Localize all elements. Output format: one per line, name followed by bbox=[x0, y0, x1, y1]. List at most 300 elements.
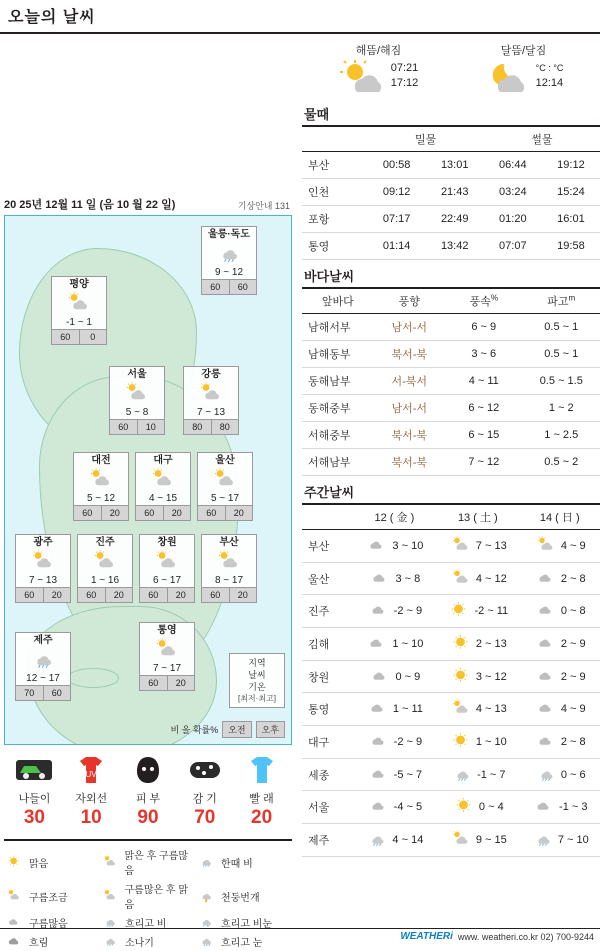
symbol-legend-item bbox=[4, 879, 100, 913]
table-row bbox=[302, 233, 600, 260]
weekly-day-2 bbox=[436, 660, 519, 693]
weekly-temp: 2 ~ 8 bbox=[561, 736, 586, 748]
tide-ebb-2: 19:58 bbox=[542, 233, 600, 260]
map-city-pm: 20 bbox=[167, 676, 195, 690]
sea-speed: 4 ~ 11 bbox=[445, 368, 522, 395]
map-city-temp: 7 ~ 17 bbox=[140, 663, 194, 675]
life-value: 10 bbox=[64, 807, 118, 829]
weekly-day-3 bbox=[520, 530, 600, 563]
cloudy-icon bbox=[534, 569, 558, 589]
weekly-day-3 bbox=[520, 726, 600, 759]
cloudy-icon bbox=[367, 797, 391, 817]
tide-ebb-1: 03:24 bbox=[484, 179, 542, 206]
weekly-temp: 3 ~ 12 bbox=[476, 671, 507, 683]
weekly-day-1 bbox=[353, 595, 436, 628]
cloudy-icon bbox=[367, 765, 391, 785]
sea-direction: 서-북서 bbox=[374, 368, 446, 395]
tide-table bbox=[302, 127, 600, 260]
table-row bbox=[302, 449, 600, 476]
table-row bbox=[302, 530, 600, 563]
weekly-temp: 7 ~ 10 bbox=[558, 834, 589, 846]
map-city-temp: 7 ~ 13 bbox=[184, 407, 238, 419]
tide-flood-1: 07:17 bbox=[368, 206, 426, 233]
sunny-icon bbox=[449, 667, 473, 687]
map-city-temp: 12 ~ 17 bbox=[16, 673, 70, 685]
weekly-temp: 9 ~ 15 bbox=[476, 834, 507, 846]
tide-city: 인천 bbox=[302, 179, 368, 206]
sea-col-wave: 파고$^m$ bbox=[523, 289, 600, 314]
page-title: 오늘의 날씨 bbox=[0, 0, 600, 32]
rain-prob-am: 오전 bbox=[222, 721, 251, 738]
weekly-table bbox=[302, 505, 600, 857]
tide-ebb-2: 15:24 bbox=[542, 179, 600, 206]
cloudy-icon bbox=[534, 699, 558, 719]
map-city-temp: 7 ~ 13 bbox=[16, 575, 70, 587]
laundry-shirt-icon bbox=[242, 753, 282, 787]
weekly-city: 진주 bbox=[302, 595, 353, 628]
table-row bbox=[302, 179, 600, 206]
weather-map[interactable] bbox=[4, 215, 292, 745]
weekly-day-1 bbox=[353, 628, 436, 661]
sea-direction: 남서-서 bbox=[374, 314, 446, 341]
map-city-card[interactable] bbox=[73, 452, 129, 521]
weekly-city: 대구 bbox=[302, 726, 353, 759]
weekly-temp: 4 ~ 13 bbox=[476, 703, 507, 715]
cloudy-icon bbox=[365, 634, 389, 654]
map-city-temp: 4 ~ 15 bbox=[136, 493, 190, 505]
symbol-legend-item bbox=[196, 879, 292, 913]
sunny-icon bbox=[452, 797, 476, 817]
life-item[interactable] bbox=[178, 753, 232, 829]
life-item[interactable] bbox=[64, 753, 118, 829]
sea-direction: 북서-북 bbox=[374, 422, 446, 449]
map-city-name: 부산 bbox=[202, 537, 256, 549]
weekly-temp: 0 ~ 9 bbox=[395, 671, 420, 683]
life-label: 피 부 bbox=[121, 790, 175, 806]
page-footer bbox=[0, 928, 600, 944]
rain-icon bbox=[202, 241, 256, 267]
weekly-city: 통영 bbox=[302, 693, 353, 726]
map-city-temp: 5 ~ 8 bbox=[110, 407, 164, 419]
weekly-city: 김해 bbox=[302, 628, 353, 661]
map-city-card[interactable] bbox=[139, 534, 195, 603]
weekly-temp: -2 ~ 9 bbox=[394, 736, 422, 748]
life-item[interactable] bbox=[235, 753, 289, 829]
table-row bbox=[302, 395, 600, 422]
rain-icon bbox=[534, 765, 558, 785]
map-city-am: 60 bbox=[16, 588, 43, 602]
map-city-name: 통영 bbox=[140, 625, 194, 637]
footer-text: www. weatheri.co.kr 02) 700-9244 bbox=[458, 932, 594, 942]
moon-time: 12:14 bbox=[536, 76, 564, 91]
symbol-label: 흐림 bbox=[29, 934, 48, 949]
map-city-pm: 20 bbox=[105, 588, 133, 602]
weekly-temp: 0 ~ 8 bbox=[561, 605, 586, 617]
table-row bbox=[302, 314, 600, 341]
weekly-day-3 bbox=[520, 791, 600, 824]
tide-col-flood: 밀물 bbox=[368, 127, 484, 152]
sea-wave: 0.5 ~ 2 bbox=[523, 449, 600, 476]
tide-ebb-1: 07:07 bbox=[484, 233, 542, 260]
tide-flood-2: 21:43 bbox=[426, 179, 484, 206]
table-row bbox=[302, 693, 600, 726]
partly-icon bbox=[78, 549, 132, 575]
table-row bbox=[302, 595, 600, 628]
sea-area: 서해남부 bbox=[302, 449, 374, 476]
map-city-pm: 80 bbox=[211, 420, 239, 434]
cloudy-icon bbox=[367, 732, 391, 752]
weekly-day-2 bbox=[436, 758, 519, 791]
sea-direction: 북서-북 bbox=[374, 449, 446, 476]
sea-table bbox=[302, 289, 600, 476]
table-row bbox=[302, 341, 600, 368]
map-city-am: 60 bbox=[140, 676, 167, 690]
sunny-icon bbox=[447, 601, 471, 621]
weekly-day-3 bbox=[520, 595, 600, 628]
tide-title: 물때 bbox=[304, 104, 600, 123]
map-city-card[interactable] bbox=[15, 534, 71, 603]
brand-logo: WEATHERi bbox=[400, 931, 453, 942]
table-row bbox=[302, 562, 600, 595]
partly-icon bbox=[534, 536, 558, 556]
partly-icon bbox=[52, 291, 106, 317]
weekly-temp: 1 ~ 11 bbox=[393, 703, 423, 715]
weekly-day-3 bbox=[520, 693, 600, 726]
moonrise-label: 달뜸/달짐 bbox=[501, 42, 547, 58]
weekly-col-city bbox=[302, 505, 353, 530]
tide-flood-2: 13:42 bbox=[426, 233, 484, 260]
rain-icon bbox=[531, 830, 555, 850]
partly-icon bbox=[202, 549, 256, 575]
sunrise-label: 해뜸/해짐 bbox=[356, 42, 402, 58]
weekly-temp: 1 ~ 10 bbox=[476, 736, 507, 748]
tide-flood-2: 22:49 bbox=[426, 206, 484, 233]
legend-temp: 기온 bbox=[230, 681, 284, 693]
life-value: 30 bbox=[7, 807, 61, 829]
map-city-name: 평양 bbox=[52, 279, 106, 291]
weekly-day-1 bbox=[353, 791, 436, 824]
moon-unit: °C : °C bbox=[536, 61, 564, 76]
map-city-name: 제주 bbox=[16, 635, 70, 647]
weekly-city: 울산 bbox=[302, 562, 353, 595]
weekly-day-3 bbox=[520, 824, 600, 857]
left-column bbox=[0, 34, 296, 951]
tide-ebb-2: 19:12 bbox=[542, 152, 600, 179]
map-city-pm: 60 bbox=[229, 280, 257, 294]
partly-icon bbox=[136, 467, 190, 493]
weekly-day-2 bbox=[436, 562, 519, 595]
cloudy-icon bbox=[368, 667, 392, 687]
sea-area: 동해남부 bbox=[302, 368, 374, 395]
sunny-icon bbox=[4, 855, 24, 869]
symbol-label: 맑은 후 구름많음 bbox=[125, 847, 196, 877]
weekly-day-1 bbox=[353, 562, 436, 595]
weekly-day-1 bbox=[353, 660, 436, 693]
car-icon bbox=[14, 753, 54, 787]
tide-city: 부산 bbox=[302, 152, 368, 179]
map-city-pm: 10 bbox=[137, 420, 165, 434]
life-label: 나들이 bbox=[7, 790, 61, 806]
cloudy-icon bbox=[534, 601, 558, 621]
weekly-temp: 3 ~ 10 bbox=[392, 540, 423, 552]
weekly-temp: -2 ~ 11 bbox=[474, 605, 508, 617]
weekly-temp: 4 ~ 9 bbox=[561, 703, 586, 715]
partly-icon bbox=[140, 549, 194, 575]
symbol-legend-item bbox=[196, 845, 292, 879]
legend-region: 지역 bbox=[230, 657, 284, 669]
table-row bbox=[302, 628, 600, 661]
weekly-temp: 0 ~ 6 bbox=[561, 769, 586, 781]
sea-title: 바다날씨 bbox=[304, 266, 600, 285]
partly-icon bbox=[16, 549, 70, 575]
weekly-day-3 bbox=[520, 758, 600, 791]
weekly-day-1 bbox=[353, 824, 436, 857]
weekly-temp: 4 ~ 14 bbox=[392, 834, 423, 846]
map-footer-legend bbox=[170, 721, 285, 738]
symbol-legend-item bbox=[100, 879, 196, 913]
weekly-temp: -1 ~ 7 bbox=[477, 769, 505, 781]
weekly-temp: 2 ~ 13 bbox=[476, 638, 507, 650]
life-value: 90 bbox=[121, 807, 175, 829]
map-city-name: 강릉 bbox=[184, 369, 238, 381]
map-city-am: 60 bbox=[74, 506, 101, 520]
right-column bbox=[296, 34, 600, 951]
partly-icon bbox=[4, 889, 24, 903]
map-city-am: 60 bbox=[78, 588, 105, 602]
thunder-icon bbox=[196, 889, 216, 903]
map-city-name: 대전 bbox=[74, 455, 128, 467]
map-city-temp: -1 ~ 1 bbox=[52, 317, 106, 329]
symbol-label: 흐리고 비눈 bbox=[221, 915, 272, 930]
sunset-time: 17:12 bbox=[391, 76, 419, 91]
map-city-card[interactable] bbox=[139, 622, 195, 691]
weekly-temp: 2 ~ 9 bbox=[561, 638, 586, 650]
map-city-name: 서울 bbox=[110, 369, 164, 381]
map-city-am: 80 bbox=[184, 420, 211, 434]
map-city-am: 70 bbox=[16, 686, 43, 700]
table-row bbox=[302, 791, 600, 824]
map-city-name: 광주 bbox=[16, 537, 70, 549]
map-city-card[interactable] bbox=[183, 366, 239, 435]
life-item[interactable] bbox=[121, 753, 175, 829]
weekly-day-2 bbox=[436, 530, 519, 563]
map-city-am: 60 bbox=[202, 280, 229, 294]
symbol-legend-item bbox=[100, 845, 196, 879]
weekly-day-2 bbox=[436, 824, 519, 857]
map-legend bbox=[229, 653, 285, 708]
weekly-temp: 4 ~ 12 bbox=[476, 573, 507, 585]
weekly-day-1 bbox=[353, 530, 436, 563]
map-city-card[interactable] bbox=[201, 534, 257, 603]
life-label: 빨 래 bbox=[235, 790, 289, 806]
map-city-pm: 20 bbox=[229, 588, 257, 602]
legend-minmax: [최저·최고] bbox=[230, 693, 284, 705]
map-date: 20 25년 12월 11 일 (음 10 월 22 일) bbox=[4, 196, 175, 212]
weekly-temp: 1 ~ 10 bbox=[392, 638, 423, 650]
sea-wave: 0.5 ~ 1 bbox=[523, 314, 600, 341]
map-city-am: 60 bbox=[52, 330, 79, 344]
weekly-temp: 2 ~ 9 bbox=[561, 671, 586, 683]
weekly-day-2 bbox=[436, 628, 519, 661]
map-city-temp: 5 ~ 12 bbox=[74, 493, 128, 505]
sea-wave: 0.5 ~ 1 bbox=[523, 341, 600, 368]
sea-speed: 6 ~ 9 bbox=[445, 314, 522, 341]
life-label: 감 기 bbox=[178, 790, 232, 806]
symbol-label: 천둥번개 bbox=[221, 889, 260, 904]
table-row bbox=[302, 206, 600, 233]
sun-after-cloud-icon bbox=[100, 855, 120, 869]
svg-text:UV: UV bbox=[86, 770, 98, 779]
weekly-temp: 0 ~ 4 bbox=[479, 801, 504, 813]
symbol-label: 맑음 bbox=[29, 855, 48, 870]
tide-col-ebb: 썰물 bbox=[484, 127, 600, 152]
life-label: 자외선 bbox=[64, 790, 118, 806]
map-city-pm: 20 bbox=[163, 506, 191, 520]
weekly-city: 서울 bbox=[302, 791, 353, 824]
partly-icon bbox=[449, 569, 473, 589]
map-city-temp: 5 ~ 17 bbox=[198, 493, 252, 505]
map-city-card[interactable] bbox=[201, 226, 257, 295]
weekly-day-1 bbox=[353, 726, 436, 759]
weekly-temp: -2 ~ 9 bbox=[394, 605, 422, 617]
cloudy-icon bbox=[534, 667, 558, 687]
sunny-icon bbox=[449, 732, 473, 752]
weekly-temp: 2 ~ 8 bbox=[561, 573, 586, 585]
life-index-row bbox=[0, 745, 296, 833]
sea-direction: 북서-북 bbox=[374, 341, 446, 368]
weekly-col-day1: 12 ( 金 ) bbox=[353, 505, 436, 530]
table-row bbox=[302, 824, 600, 857]
map-city-pm: 20 bbox=[225, 506, 253, 520]
weekly-temp: -4 ~ 5 bbox=[394, 801, 422, 813]
map-guide: 기상안내 131 bbox=[238, 199, 290, 212]
map-city-card[interactable] bbox=[109, 366, 165, 435]
sunrise-block bbox=[306, 42, 451, 92]
cloudy-icon bbox=[368, 569, 392, 589]
map-city-temp: 1 ~ 16 bbox=[78, 575, 132, 587]
weekly-day-1 bbox=[353, 758, 436, 791]
weekly-day-3 bbox=[520, 660, 600, 693]
tide-flood-2: 13:01 bbox=[426, 152, 484, 179]
rain-prob-pm: 오후 bbox=[256, 721, 285, 738]
skin-face-icon bbox=[128, 753, 168, 787]
sea-col-area: 앞바다 bbox=[302, 289, 374, 314]
map-city-pm: 60 bbox=[43, 686, 71, 700]
map-city-card[interactable] bbox=[51, 276, 107, 345]
moon-cloud-icon bbox=[484, 60, 528, 92]
map-city-name: 진주 bbox=[78, 537, 132, 549]
tide-ebb-2: 16:01 bbox=[542, 206, 600, 233]
cloudy-icon bbox=[532, 797, 556, 817]
sea-area: 남해동부 bbox=[302, 341, 374, 368]
sun-moon-panel bbox=[302, 34, 600, 98]
weekly-day-2 bbox=[436, 693, 519, 726]
partly-icon bbox=[110, 381, 164, 407]
weekly-day-3 bbox=[520, 562, 600, 595]
map-city-name: 대구 bbox=[136, 455, 190, 467]
life-item[interactable] bbox=[7, 753, 61, 829]
tide-city: 포항 bbox=[302, 206, 368, 233]
tide-flood-1: 00:58 bbox=[368, 152, 426, 179]
tide-city: 통영 bbox=[302, 233, 368, 260]
map-city-temp: 9 ~ 12 bbox=[202, 267, 256, 279]
weekly-temp: 4 ~ 9 bbox=[561, 540, 586, 552]
table-row bbox=[302, 422, 600, 449]
symbol-label: 구름많음 bbox=[29, 915, 68, 930]
weekly-city: 제주 bbox=[302, 824, 353, 857]
pill-icon bbox=[185, 753, 225, 787]
map-city-temp: 8 ~ 17 bbox=[202, 575, 256, 587]
sea-area: 서해중부 bbox=[302, 422, 374, 449]
weekly-col-day3: 14 ( 日 ) bbox=[520, 505, 600, 530]
legend-weather: 날씨 bbox=[230, 669, 284, 681]
partly-icon bbox=[140, 637, 194, 663]
table-row bbox=[302, 660, 600, 693]
weekly-city: 부산 bbox=[302, 530, 353, 563]
partly-icon bbox=[449, 699, 473, 719]
rain-icon bbox=[365, 830, 389, 850]
sea-col-dir: 풍향 bbox=[374, 289, 446, 314]
tide-ebb-1: 06:44 bbox=[484, 152, 542, 179]
symbol-label: 흐리고 눈 bbox=[221, 934, 262, 949]
main-layout bbox=[0, 34, 600, 951]
map-city-card[interactable] bbox=[15, 632, 71, 701]
sunrise-time: 07:21 bbox=[391, 61, 419, 76]
tide-flood-1: 09:12 bbox=[368, 179, 426, 206]
weekly-city: 세종 bbox=[302, 758, 353, 791]
tide-col-blank bbox=[302, 127, 368, 152]
weekly-day-2 bbox=[436, 791, 519, 824]
map-city-name: 창원 bbox=[140, 537, 194, 549]
weekly-temp: -5 ~ 7 bbox=[394, 769, 422, 781]
sea-direction: 남서-서 bbox=[374, 395, 446, 422]
symbol-label: 구름조금 bbox=[29, 889, 68, 904]
map-city-pm: 20 bbox=[167, 588, 195, 602]
map-city-am: 60 bbox=[140, 588, 167, 602]
life-value: 70 bbox=[178, 807, 232, 829]
weekly-day-1 bbox=[353, 693, 436, 726]
rain-icon bbox=[450, 765, 474, 785]
partly-icon bbox=[449, 830, 473, 850]
symbol-label: 흐리고 비 bbox=[125, 915, 166, 930]
sea-area: 남해서부 bbox=[302, 314, 374, 341]
weekly-title: 주간날씨 bbox=[304, 482, 600, 501]
sunny-icon bbox=[449, 634, 473, 654]
life-value: 20 bbox=[235, 807, 289, 829]
cloud-then-clear-icon bbox=[100, 889, 120, 903]
weekly-temp: -1 ~ 3 bbox=[559, 801, 587, 813]
map-city-name: 울릉·독도 bbox=[202, 229, 256, 241]
weekly-col-day2: 13 ( 土 ) bbox=[436, 505, 519, 530]
sea-col-speed: 풍속% bbox=[445, 289, 522, 314]
weekly-city: 창원 bbox=[302, 660, 353, 693]
sun-cloud-icon bbox=[339, 60, 383, 92]
map-city-card[interactable] bbox=[135, 452, 191, 521]
map-city-card[interactable] bbox=[197, 452, 253, 521]
weekly-day-2 bbox=[436, 726, 519, 759]
uv-shirt-icon bbox=[71, 753, 111, 787]
weekly-day-3 bbox=[520, 628, 600, 661]
map-city-pm: 20 bbox=[43, 588, 71, 602]
sea-speed: 3 ~ 6 bbox=[445, 341, 522, 368]
symbol-label: 소나기 bbox=[125, 934, 154, 949]
rain-icon bbox=[16, 647, 70, 673]
cloudy-icon bbox=[534, 634, 558, 654]
map-city-am: 60 bbox=[136, 506, 163, 520]
map-city-card[interactable] bbox=[77, 534, 133, 603]
sea-wave: 1 ~ 2 bbox=[523, 395, 600, 422]
moonrise-block bbox=[451, 42, 596, 92]
